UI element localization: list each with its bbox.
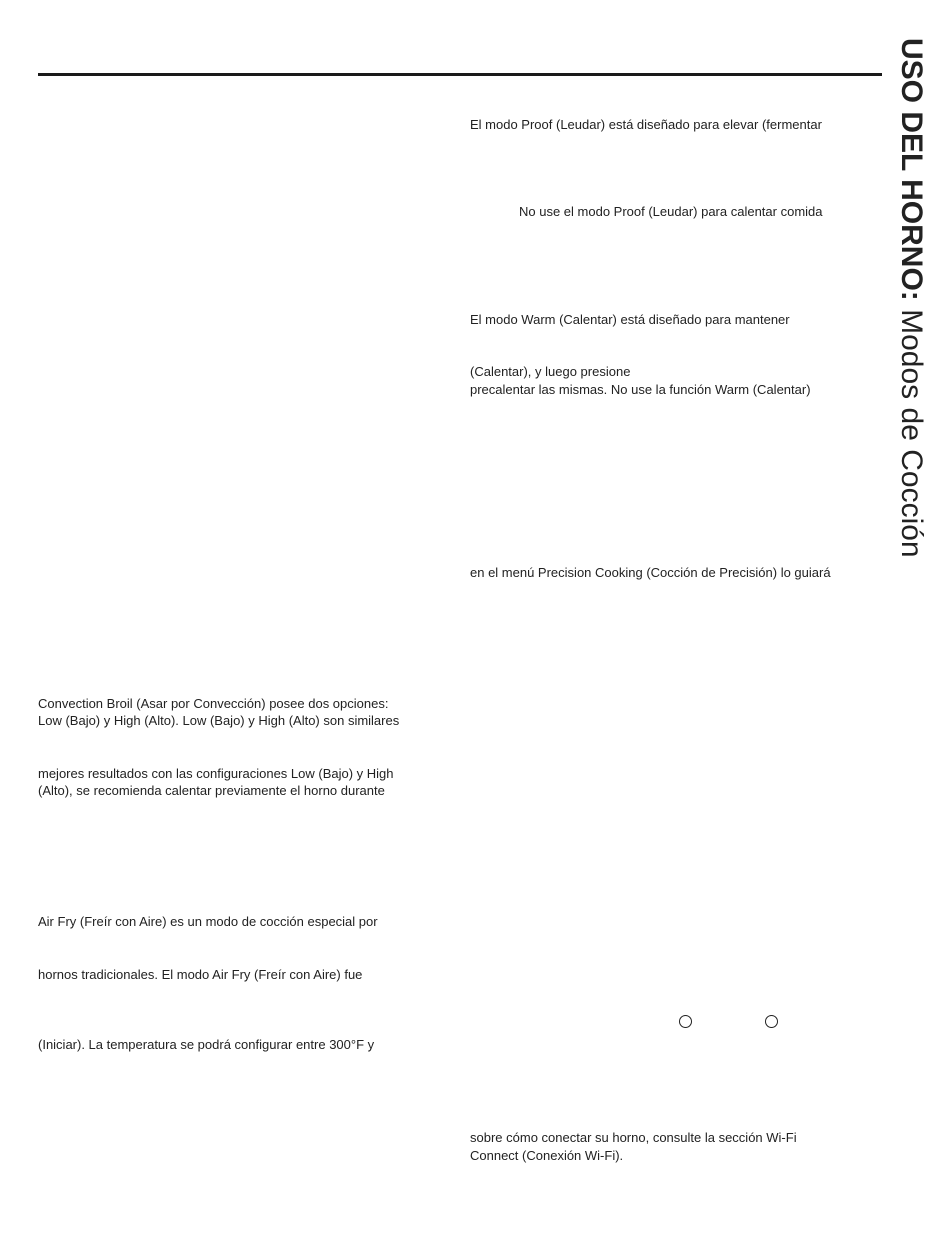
- proof-text-2: No use el modo Proof (Leudar) para calentar comida: [519, 204, 823, 219]
- proof-text-1: El modo Proof (Leudar) está diseñado para elevar (fermentar: [470, 117, 822, 132]
- circle-icon: [765, 1015, 778, 1028]
- warm-text-1: El modo Warm (Calentar) está diseñado para mantener: [470, 312, 790, 327]
- convection-text-2: Low (Bajo) y High (Alto). Low (Bajo) y High (Alto) son similares: [38, 713, 400, 728]
- airfry-text-2: hornos tradicionales. El modo Air Fry (Freír con Aire) fue: [38, 967, 363, 982]
- wifi-text-1: sobre cómo conectar su horno, consulte la sección Wi-Fi: [470, 1130, 797, 1145]
- warm-text-2: (Calentar), y luego presione: [470, 364, 631, 379]
- convection-text-3: mejores resultados con las configuraciones Low (Bajo) y High: [38, 766, 394, 781]
- section-title-bold: USO DEL HORNO:: [895, 38, 928, 301]
- airfry-text-1: Air Fry (Freír con Aire) es un modo de cocción especial por: [38, 914, 378, 929]
- wifi-text-2: Connect (Conexión Wi-Fi).: [470, 1148, 624, 1163]
- warm-text-3: precalentar las mismas. No use la función Warm (Calentar): [470, 382, 811, 397]
- circle-icon: [679, 1015, 692, 1028]
- precision-text: en el menú Precision Cooking (Cocción de Precisión) lo guiará: [470, 565, 831, 580]
- convection-text-1: Convection Broil (Asar por Convección) posee dos opciones:: [38, 696, 389, 711]
- airfry-text-3: (Iniciar). La temperatura se podrá configurar entre 300°F y: [38, 1037, 375, 1052]
- header-rule: [38, 73, 882, 76]
- section-title-regular: Modos de Cocción: [895, 300, 928, 558]
- convection-text-4: (Alto), se recomienda calentar previamente el horno durante: [38, 783, 385, 798]
- section-title: [894, 38, 928, 558]
